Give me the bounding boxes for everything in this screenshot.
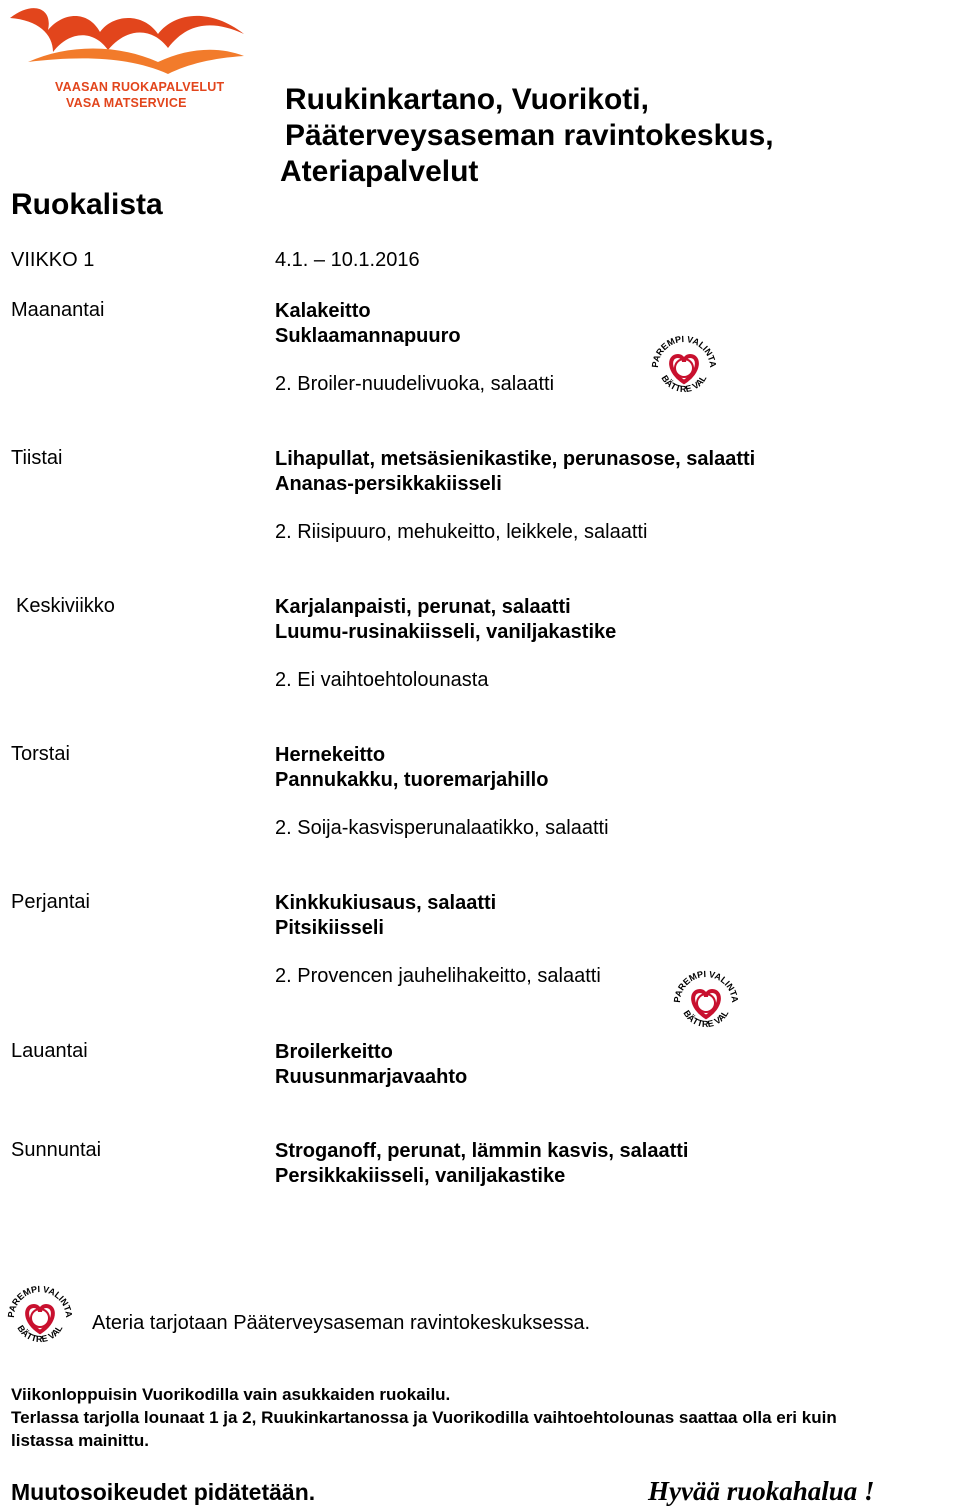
day-label: Maanantai bbox=[11, 299, 105, 321]
dish-main: Karjalanpaisti, perunat, salaatti bbox=[275, 596, 571, 618]
alternative-dish: 2. Broiler-nuudelivuoka, salaatti bbox=[275, 373, 555, 395]
note-line: listassa mainittu. bbox=[11, 1431, 149, 1450]
day-label: Lauantai bbox=[11, 1040, 88, 1062]
disclaimer-text: Muutosoikeudet pidätetään. bbox=[11, 1479, 316, 1505]
dish-dessert: Ananas-persikkakiisseli bbox=[275, 473, 502, 495]
svg-text:PAREMPI VALINTA: PAREMPI VALINTA bbox=[5, 1283, 75, 1319]
page-title-line-3: Ateriapalvelut bbox=[280, 155, 479, 188]
dish-dessert: Suklaamannapuuro bbox=[275, 325, 461, 347]
date-range: 4.1. – 10.1.2016 bbox=[275, 249, 420, 271]
dish-dessert: Pitsikiisseli bbox=[275, 917, 384, 939]
note-line: Terlassa tarjolla lounaat 1 ja 2, Ruukinkartanossa ja Vuorikodilla vaihtoehtolounas saattaa olla eri kuin bbox=[11, 1408, 837, 1427]
notes-block bbox=[11, 1383, 837, 1452]
logo-text-swedish: VASA MATSERVICE bbox=[66, 96, 187, 110]
dish-main: Kalakeitto bbox=[275, 300, 371, 322]
page-title-line-2: Pääterveysaseman ravintokeskus, bbox=[285, 119, 774, 152]
better-choice-badge-icon bbox=[4, 1282, 76, 1354]
page-title-line-1: Ruukinkartano, Vuorikoti, bbox=[285, 83, 649, 116]
svg-text:PAREMPI VALINTA: PAREMPI VALINTA bbox=[649, 333, 719, 369]
dish-main: Stroganoff, perunat, lämmin kasvis, salaatti bbox=[275, 1140, 689, 1162]
company-logo bbox=[8, 0, 248, 112]
day-label: Perjantai bbox=[11, 891, 90, 913]
dish-dessert: Luumu-rusinakiisseli, vaniljakastike bbox=[275, 621, 617, 643]
day-label: Sunnuntai bbox=[11, 1139, 102, 1161]
dish-main: Broilerkeitto bbox=[275, 1041, 393, 1063]
badge-note: Ateria tarjotaan Pääterveysaseman ravintokeskuksessa. bbox=[92, 1312, 591, 1334]
dish-dessert: Ruusunmarjavaahto bbox=[275, 1066, 468, 1088]
better-choice-badge-icon bbox=[670, 967, 742, 1039]
day-label: Tiistai bbox=[11, 447, 63, 469]
alternative-dish: 2. Riisipuuro, mehukeitto, leikkele, salaatti bbox=[275, 521, 648, 543]
dish-main: Kinkkukiusaus, salaatti bbox=[275, 892, 497, 914]
day-label: Torstai bbox=[11, 743, 70, 765]
day-label: Keskiviikko bbox=[16, 595, 115, 617]
better-choice-badge-icon bbox=[648, 332, 720, 404]
dish-main: Hernekeitto bbox=[275, 744, 386, 766]
alternative-dish: 2. Soija-kasvisperunalaatikko, salaatti bbox=[275, 817, 609, 839]
alternative-dish: 2. Provencen jauhelihakeitto, salaatti bbox=[275, 965, 601, 987]
logo-text-finnish: VAASAN RUOKAPALVELUT bbox=[55, 80, 225, 94]
week-label: VIIKKO 1 bbox=[11, 249, 95, 271]
svg-text:BÄTTRE VAL: BÄTTRE VAL bbox=[659, 373, 709, 395]
wave-logo-icon bbox=[8, 0, 248, 80]
svg-text:BÄTTRE VAL: BÄTTRE VAL bbox=[681, 1008, 731, 1030]
menu-heading: Ruokalista bbox=[11, 188, 163, 221]
dish-main: Lihapullat, metsäsienikastike, perunasose, salaatti bbox=[275, 448, 756, 470]
note-line: Viikonloppuisin Vuorikodilla vain asukkaiden ruokailu. bbox=[11, 1385, 451, 1404]
bon-appetit-text: Hyvää ruokahalua ! bbox=[648, 1476, 875, 1506]
dish-dessert: Pannukakku, tuoremarjahillo bbox=[275, 769, 549, 791]
alternative-dish: 2. Ei vaihtoehtolounasta bbox=[275, 669, 489, 691]
svg-text:BÄTTRE VAL: BÄTTRE VAL bbox=[15, 1323, 65, 1345]
svg-text:PAREMPI VALINTA: PAREMPI VALINTA bbox=[671, 968, 741, 1004]
dish-dessert: Persikkakiisseli, vaniljakastike bbox=[275, 1165, 566, 1187]
